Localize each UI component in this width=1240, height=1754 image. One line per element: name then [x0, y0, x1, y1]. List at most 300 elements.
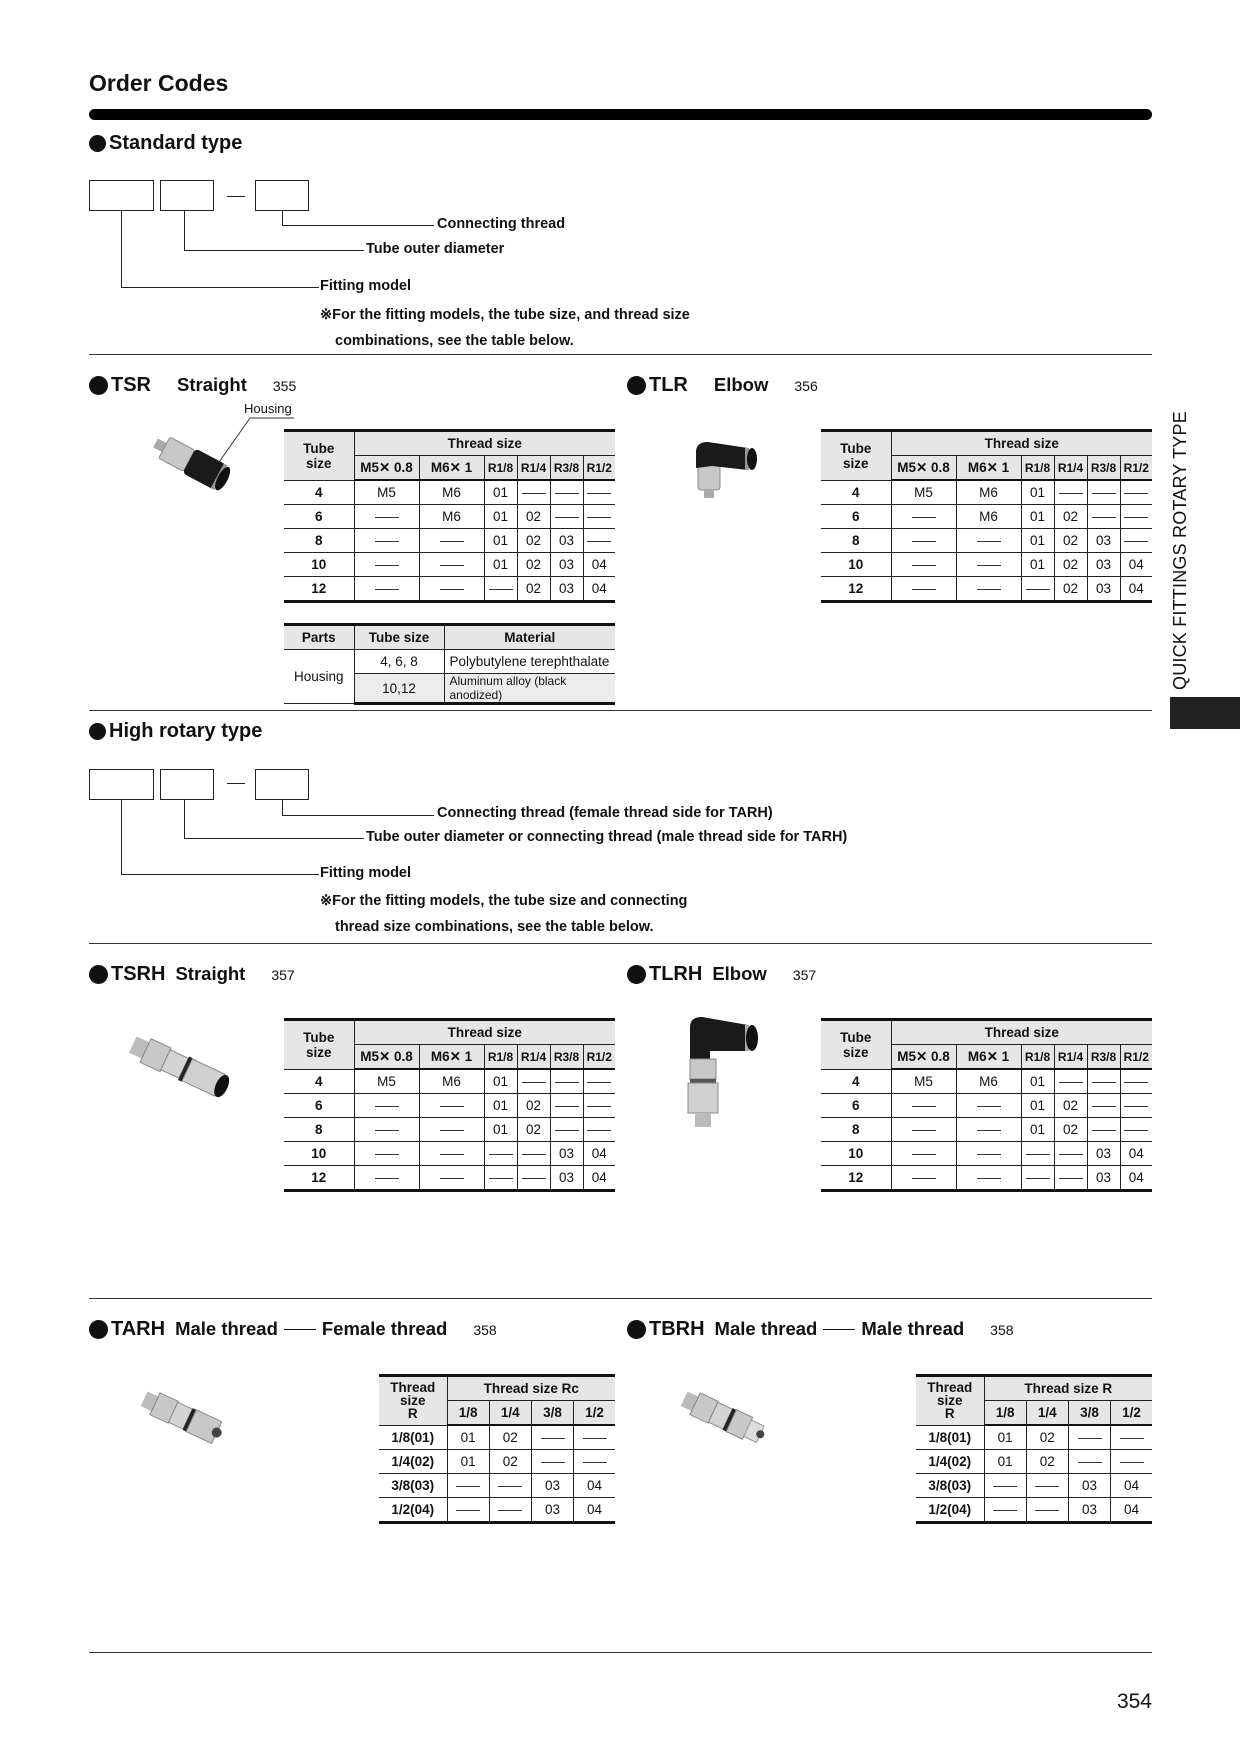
product-name-b: Male thread — [861, 1318, 965, 1339]
table-row — [821, 577, 1152, 602]
row-label: 10 — [284, 1142, 354, 1166]
table-cell: 02 — [1026, 1425, 1068, 1450]
code-box-tube — [160, 769, 214, 800]
table-cell: M5 — [354, 1069, 419, 1094]
table-cell: 01 — [1021, 505, 1054, 529]
product-name: Elbow — [712, 963, 767, 984]
tsr-table — [284, 429, 615, 603]
table-cell — [419, 577, 484, 602]
row-label: 8 — [821, 529, 891, 553]
bullet-icon — [89, 376, 108, 395]
leader-line — [121, 211, 122, 287]
table-cell: 03 — [1087, 1166, 1120, 1191]
connector-dash — [284, 1329, 316, 1331]
table-cell — [354, 505, 419, 529]
table-cell: 02 — [1054, 529, 1087, 553]
not-available-dash — [587, 1130, 611, 1131]
not-available-dash — [977, 1106, 1001, 1107]
tube-size: 4, 6, 8 — [354, 650, 444, 674]
table-cell — [891, 529, 956, 553]
table-cell — [354, 553, 419, 577]
table-cell — [1054, 1166, 1087, 1191]
code-box-tube — [160, 180, 214, 211]
column-header: R1/8 — [484, 456, 517, 481]
row-header: Tube size — [821, 1020, 891, 1070]
table-cell — [354, 1142, 419, 1166]
product-heading-tbrh — [627, 1318, 1014, 1341]
row-header: Tube size — [284, 431, 354, 481]
column-header: M5✕ 0.8 — [354, 456, 419, 481]
leader-line — [184, 250, 364, 251]
leader-line — [121, 287, 319, 288]
table-cell — [1068, 1425, 1110, 1450]
table-row — [916, 1425, 1152, 1450]
not-available-dash — [498, 1486, 522, 1487]
not-available-dash — [489, 1178, 513, 1179]
table-cell — [1026, 1498, 1068, 1523]
column-header: R3/8 — [1087, 456, 1120, 481]
row-label: 4 — [284, 1069, 354, 1094]
not-available-dash — [1124, 541, 1148, 542]
table-cell — [1026, 1474, 1068, 1498]
row-label: 10 — [821, 1142, 891, 1166]
table-cell: 02 — [1026, 1450, 1068, 1474]
row-header: Tube size — [284, 1020, 354, 1070]
connector-dash — [823, 1329, 855, 1331]
not-available-dash — [440, 1130, 464, 1131]
product-code: TLRH — [649, 963, 703, 985]
side-section-label: QUICK FITTINGS ROTARY TYPE — [1170, 411, 1190, 690]
not-available-dash — [1026, 589, 1050, 590]
table-cell: 03 — [550, 1166, 583, 1191]
table-cell: 03 — [531, 1498, 573, 1523]
not-available-dash — [1124, 517, 1148, 518]
standard-note-line2: combinations, see the table below. — [335, 333, 574, 349]
page-reference[interactable]: 358 — [473, 1322, 497, 1338]
not-available-dash — [1120, 1438, 1144, 1439]
table-cell — [891, 1094, 956, 1118]
table-cell: 01 — [484, 1118, 517, 1142]
table-cell — [1087, 1069, 1120, 1094]
not-available-dash — [375, 1178, 399, 1179]
not-available-dash — [375, 1154, 399, 1155]
table-cell — [574, 1450, 615, 1474]
table-cell — [517, 1142, 550, 1166]
not-available-dash — [1124, 1082, 1148, 1083]
parts-header: Parts — [284, 625, 354, 650]
tlr-elbow-fitting-image — [690, 440, 765, 505]
row-label: 12 — [821, 577, 891, 602]
table-cell — [1120, 1118, 1152, 1142]
column-header: M5✕ 0.8 — [891, 456, 956, 481]
table-cell — [1054, 1069, 1087, 1094]
not-available-dash — [977, 541, 1001, 542]
table-body — [284, 1069, 615, 1191]
table-cell — [1087, 505, 1120, 529]
tbrh-table — [916, 1374, 1152, 1524]
leader-line — [121, 874, 319, 875]
not-available-dash — [977, 1154, 1001, 1155]
table-cell: 04 — [1120, 1142, 1152, 1166]
table-cell — [550, 480, 583, 505]
not-available-dash — [1078, 1462, 1102, 1463]
not-available-dash — [912, 541, 936, 542]
tlrh-table — [821, 1018, 1152, 1192]
not-available-dash — [541, 1438, 565, 1439]
row-label: 6 — [821, 505, 891, 529]
not-available-dash — [489, 1154, 513, 1155]
not-available-dash — [1092, 517, 1116, 518]
column-header: 3/8 — [1068, 1401, 1110, 1426]
table-cell — [419, 1166, 484, 1191]
column-header: R1/4 — [1054, 1045, 1087, 1070]
not-available-dash — [522, 493, 546, 494]
not-available-dash — [583, 1462, 607, 1463]
table-body — [821, 480, 1152, 602]
table-cell: M6 — [419, 480, 484, 505]
page-reference[interactable]: 357 — [271, 967, 295, 983]
table-row — [821, 529, 1152, 553]
tube-size: 10,12 — [354, 674, 444, 704]
not-available-dash — [440, 1106, 464, 1107]
table-cell — [583, 1094, 615, 1118]
column-header: M6✕ 1 — [956, 1045, 1021, 1070]
column-header: 1/4 — [489, 1401, 531, 1426]
table-row — [821, 553, 1152, 577]
table-cell: 02 — [1054, 553, 1087, 577]
product-code: TARH — [111, 1318, 166, 1340]
table-cell — [1054, 1142, 1087, 1166]
column-header: R1/4 — [1054, 456, 1087, 481]
table-cell — [1111, 1450, 1152, 1474]
tarh-table — [379, 1374, 615, 1524]
row-header: Tube size — [821, 431, 891, 481]
not-available-dash — [1035, 1486, 1059, 1487]
table-cell: 01 — [1021, 1118, 1054, 1142]
table-cell — [1054, 480, 1087, 505]
table-cell: 02 — [517, 505, 550, 529]
column-header: M6✕ 1 — [956, 456, 1021, 481]
table-cell — [550, 1094, 583, 1118]
column-header: R1/2 — [1120, 1045, 1152, 1070]
table-cell — [1021, 1142, 1054, 1166]
not-available-dash — [375, 517, 399, 518]
not-available-dash — [1078, 1438, 1102, 1439]
table-cell — [956, 1118, 1021, 1142]
table-cell — [517, 480, 550, 505]
column-header: R3/8 — [550, 1045, 583, 1070]
not-available-dash — [440, 565, 464, 566]
table-cell: M6 — [956, 480, 1021, 505]
row-label: 3/8(03) — [379, 1474, 447, 1498]
row-label: 1/2(04) — [379, 1498, 447, 1523]
table-cell: 04 — [574, 1474, 615, 1498]
row-label: 10 — [821, 553, 891, 577]
row-label: 1/8(01) — [379, 1425, 447, 1450]
table-cell: 03 — [1068, 1474, 1110, 1498]
not-available-dash — [587, 541, 611, 542]
column-header: R1/2 — [1120, 456, 1152, 481]
table-cell: 02 — [517, 577, 550, 602]
not-available-dash — [555, 1130, 579, 1131]
row-label: 8 — [284, 1118, 354, 1142]
high-rotary-note-line2: thread size combinations, see the table below. — [335, 919, 654, 935]
table-cell: 03 — [550, 577, 583, 602]
leader-line — [282, 815, 434, 816]
column-header: 1/8 — [984, 1401, 1026, 1426]
table-cell: 03 — [1087, 553, 1120, 577]
table-cell: M6 — [956, 1069, 1021, 1094]
table-cell: 01 — [1021, 1094, 1054, 1118]
table-cell — [1068, 1450, 1110, 1474]
table-cell — [419, 1142, 484, 1166]
divider — [89, 943, 1152, 944]
table-cell — [956, 1094, 1021, 1118]
tube-size-header: Tube size — [354, 625, 444, 650]
table-cell: M5 — [354, 480, 419, 505]
bullet-icon — [627, 376, 646, 395]
table-row — [284, 480, 615, 505]
column-header: 1/4 — [1026, 1401, 1068, 1426]
product-name-a: Male thread — [175, 1318, 278, 1339]
not-available-dash — [583, 1438, 607, 1439]
table-cell: 04 — [1120, 553, 1152, 577]
table-cell — [984, 1474, 1026, 1498]
not-available-dash — [993, 1486, 1017, 1487]
table-row — [284, 529, 615, 553]
column-header: R1/8 — [484, 1045, 517, 1070]
divider — [89, 710, 1152, 711]
not-available-dash — [1026, 1178, 1050, 1179]
label-tube-od: Tube outer diameter — [366, 241, 505, 257]
not-available-dash — [440, 589, 464, 590]
column-header: 1/8 — [447, 1401, 489, 1426]
table-cell: 03 — [1087, 577, 1120, 602]
table-cell: 01 — [984, 1425, 1026, 1450]
tsr-straight-fitting-image — [140, 415, 300, 515]
leader-line — [282, 800, 283, 815]
row-label: 8 — [284, 529, 354, 553]
bullet-icon — [89, 965, 108, 984]
table-cell: 01 — [1021, 1069, 1054, 1094]
row-label: 12 — [284, 577, 354, 602]
table-cell: 01 — [1021, 529, 1054, 553]
table-cell — [583, 505, 615, 529]
table-cell: 03 — [531, 1474, 573, 1498]
table-row — [284, 1118, 615, 1142]
table-cell: 01 — [484, 529, 517, 553]
tsr-parts-table — [284, 623, 615, 705]
table-cell — [354, 1166, 419, 1191]
product-heading-tarh — [89, 1318, 497, 1341]
table-cell — [517, 1069, 550, 1094]
table-row — [284, 1166, 615, 1191]
not-available-dash — [1124, 1106, 1148, 1107]
table-cell — [1087, 480, 1120, 505]
row-label: 4 — [821, 1069, 891, 1094]
table-cell — [891, 1166, 956, 1191]
table-cell: 01 — [484, 1094, 517, 1118]
table-cell — [1087, 1118, 1120, 1142]
table-cell — [550, 505, 583, 529]
table-cell: 04 — [1111, 1474, 1152, 1498]
table-cell — [447, 1498, 489, 1523]
table-cell — [956, 577, 1021, 602]
table-cell: 03 — [550, 553, 583, 577]
row-label: 12 — [821, 1166, 891, 1191]
table-cell: 02 — [517, 1094, 550, 1118]
not-available-dash — [1092, 1130, 1116, 1131]
leader-line — [282, 211, 283, 225]
row-label: 1/4(02) — [916, 1450, 984, 1474]
table-cell: 04 — [1120, 577, 1152, 602]
row-label: 6 — [284, 505, 354, 529]
not-available-dash — [440, 1178, 464, 1179]
not-available-dash — [1059, 1154, 1083, 1155]
not-available-dash — [993, 1510, 1017, 1511]
not-available-dash — [375, 1106, 399, 1107]
not-available-dash — [1059, 1178, 1083, 1179]
table-row — [821, 1094, 1152, 1118]
bullet-icon — [627, 1320, 646, 1339]
table-cell: 02 — [1054, 1094, 1087, 1118]
table-row — [284, 1069, 615, 1094]
table-cell: 03 — [550, 1142, 583, 1166]
table-cell: 02 — [517, 529, 550, 553]
leader-line — [184, 211, 185, 250]
tsrh-straight-fitting-image — [125, 1030, 255, 1120]
page-reference[interactable]: 355 — [272, 378, 297, 394]
table-cell — [583, 1118, 615, 1142]
column-header: R3/8 — [1087, 1045, 1120, 1070]
table-cell — [891, 1142, 956, 1166]
table-cell — [484, 1166, 517, 1191]
table-cell: 04 — [583, 553, 615, 577]
table-cell: 02 — [1054, 1118, 1087, 1142]
page-number: 354 — [1116, 1690, 1152, 1713]
table-cell: M5 — [891, 1069, 956, 1094]
row-label: 8 — [821, 1118, 891, 1142]
high-rotary-heading — [89, 720, 262, 743]
table-body — [821, 1069, 1152, 1191]
not-available-dash — [440, 541, 464, 542]
not-available-dash — [522, 1178, 546, 1179]
row-label: 10 — [284, 553, 354, 577]
not-available-dash — [456, 1510, 480, 1511]
product-name: Straight — [177, 374, 247, 395]
table-body — [379, 1425, 615, 1523]
high-rotary-note-line1: ※For the fitting models, the tube size and connecting — [320, 893, 688, 909]
column-header: R1/2 — [583, 1045, 615, 1070]
product-code: TSR — [111, 374, 151, 396]
group-header: Thread size R — [984, 1376, 1152, 1401]
not-available-dash — [1059, 493, 1083, 494]
tarh-adapter-image — [135, 1380, 235, 1460]
product-heading-tsrh — [89, 963, 295, 986]
table-cell — [531, 1425, 573, 1450]
table-cell — [1120, 480, 1152, 505]
page-reference[interactable]: 357 — [792, 967, 817, 983]
not-available-dash — [587, 493, 611, 494]
column-header: R1/8 — [1021, 456, 1054, 481]
column-header: R1/4 — [517, 456, 550, 481]
material-header: Material — [444, 625, 615, 650]
code-box-model — [89, 769, 154, 800]
table-cell — [447, 1474, 489, 1498]
table-cell — [517, 1166, 550, 1191]
standard-note-line1: ※For the fitting models, the tube size, and thread size — [320, 307, 690, 323]
table-body — [284, 480, 615, 602]
column-header: M6✕ 1 — [419, 456, 484, 481]
group-header: Thread size Rc — [447, 1376, 615, 1401]
table-cell — [891, 1118, 956, 1142]
table-cell — [419, 529, 484, 553]
table-cell — [354, 577, 419, 602]
not-available-dash — [912, 1130, 936, 1131]
table-cell: 03 — [1087, 529, 1120, 553]
footer-divider — [89, 1652, 1152, 1653]
material: Aluminum alloy (black anodized) — [444, 674, 615, 704]
not-available-dash — [375, 541, 399, 542]
product-name-b: Female thread — [321, 1318, 448, 1339]
table-cell — [1120, 1069, 1152, 1094]
table-row — [379, 1474, 615, 1498]
row-header: Thread size R — [916, 1376, 984, 1426]
table-cell — [1120, 1094, 1152, 1118]
not-available-dash — [1092, 1082, 1116, 1083]
not-available-dash — [977, 1130, 1001, 1131]
table-cell: 01 — [484, 480, 517, 505]
row-label: 3/8(03) — [916, 1474, 984, 1498]
code-box-thread — [255, 769, 309, 800]
bullet-icon — [89, 135, 106, 152]
not-available-dash — [375, 589, 399, 590]
table-row — [284, 1142, 615, 1166]
not-available-dash — [977, 1178, 1001, 1179]
table-cell: M6 — [419, 505, 484, 529]
not-available-dash — [555, 517, 579, 518]
not-available-dash — [912, 517, 936, 518]
table-cell — [419, 553, 484, 577]
table-cell — [1111, 1425, 1152, 1450]
table-cell — [956, 529, 1021, 553]
table-cell: 01 — [447, 1450, 489, 1474]
table-row — [284, 505, 615, 529]
side-section-tab — [1170, 697, 1240, 729]
table-row — [916, 1474, 1152, 1498]
table-cell: 04 — [1120, 1166, 1152, 1191]
table-row — [821, 1166, 1152, 1191]
not-available-dash — [522, 1154, 546, 1155]
column-header: M6✕ 1 — [419, 1045, 484, 1070]
not-available-dash — [498, 1510, 522, 1511]
group-header: Thread size — [891, 431, 1152, 456]
standard-type-heading — [89, 132, 242, 155]
table-cell — [583, 1069, 615, 1094]
table-cell — [1120, 529, 1152, 553]
tlrh-elbow-fitting-image — [682, 1015, 772, 1145]
table-cell — [1021, 1166, 1054, 1191]
tbrh-adapter-image — [675, 1380, 775, 1460]
page-reference[interactable]: 356 — [794, 378, 818, 394]
table-cell: M6 — [419, 1069, 484, 1094]
page-reference[interactable]: 358 — [990, 1322, 1014, 1338]
product-name: Elbow — [713, 374, 769, 395]
table-row — [821, 505, 1152, 529]
not-available-dash — [1035, 1510, 1059, 1511]
table-cell — [1120, 505, 1152, 529]
table-cell — [531, 1450, 573, 1474]
